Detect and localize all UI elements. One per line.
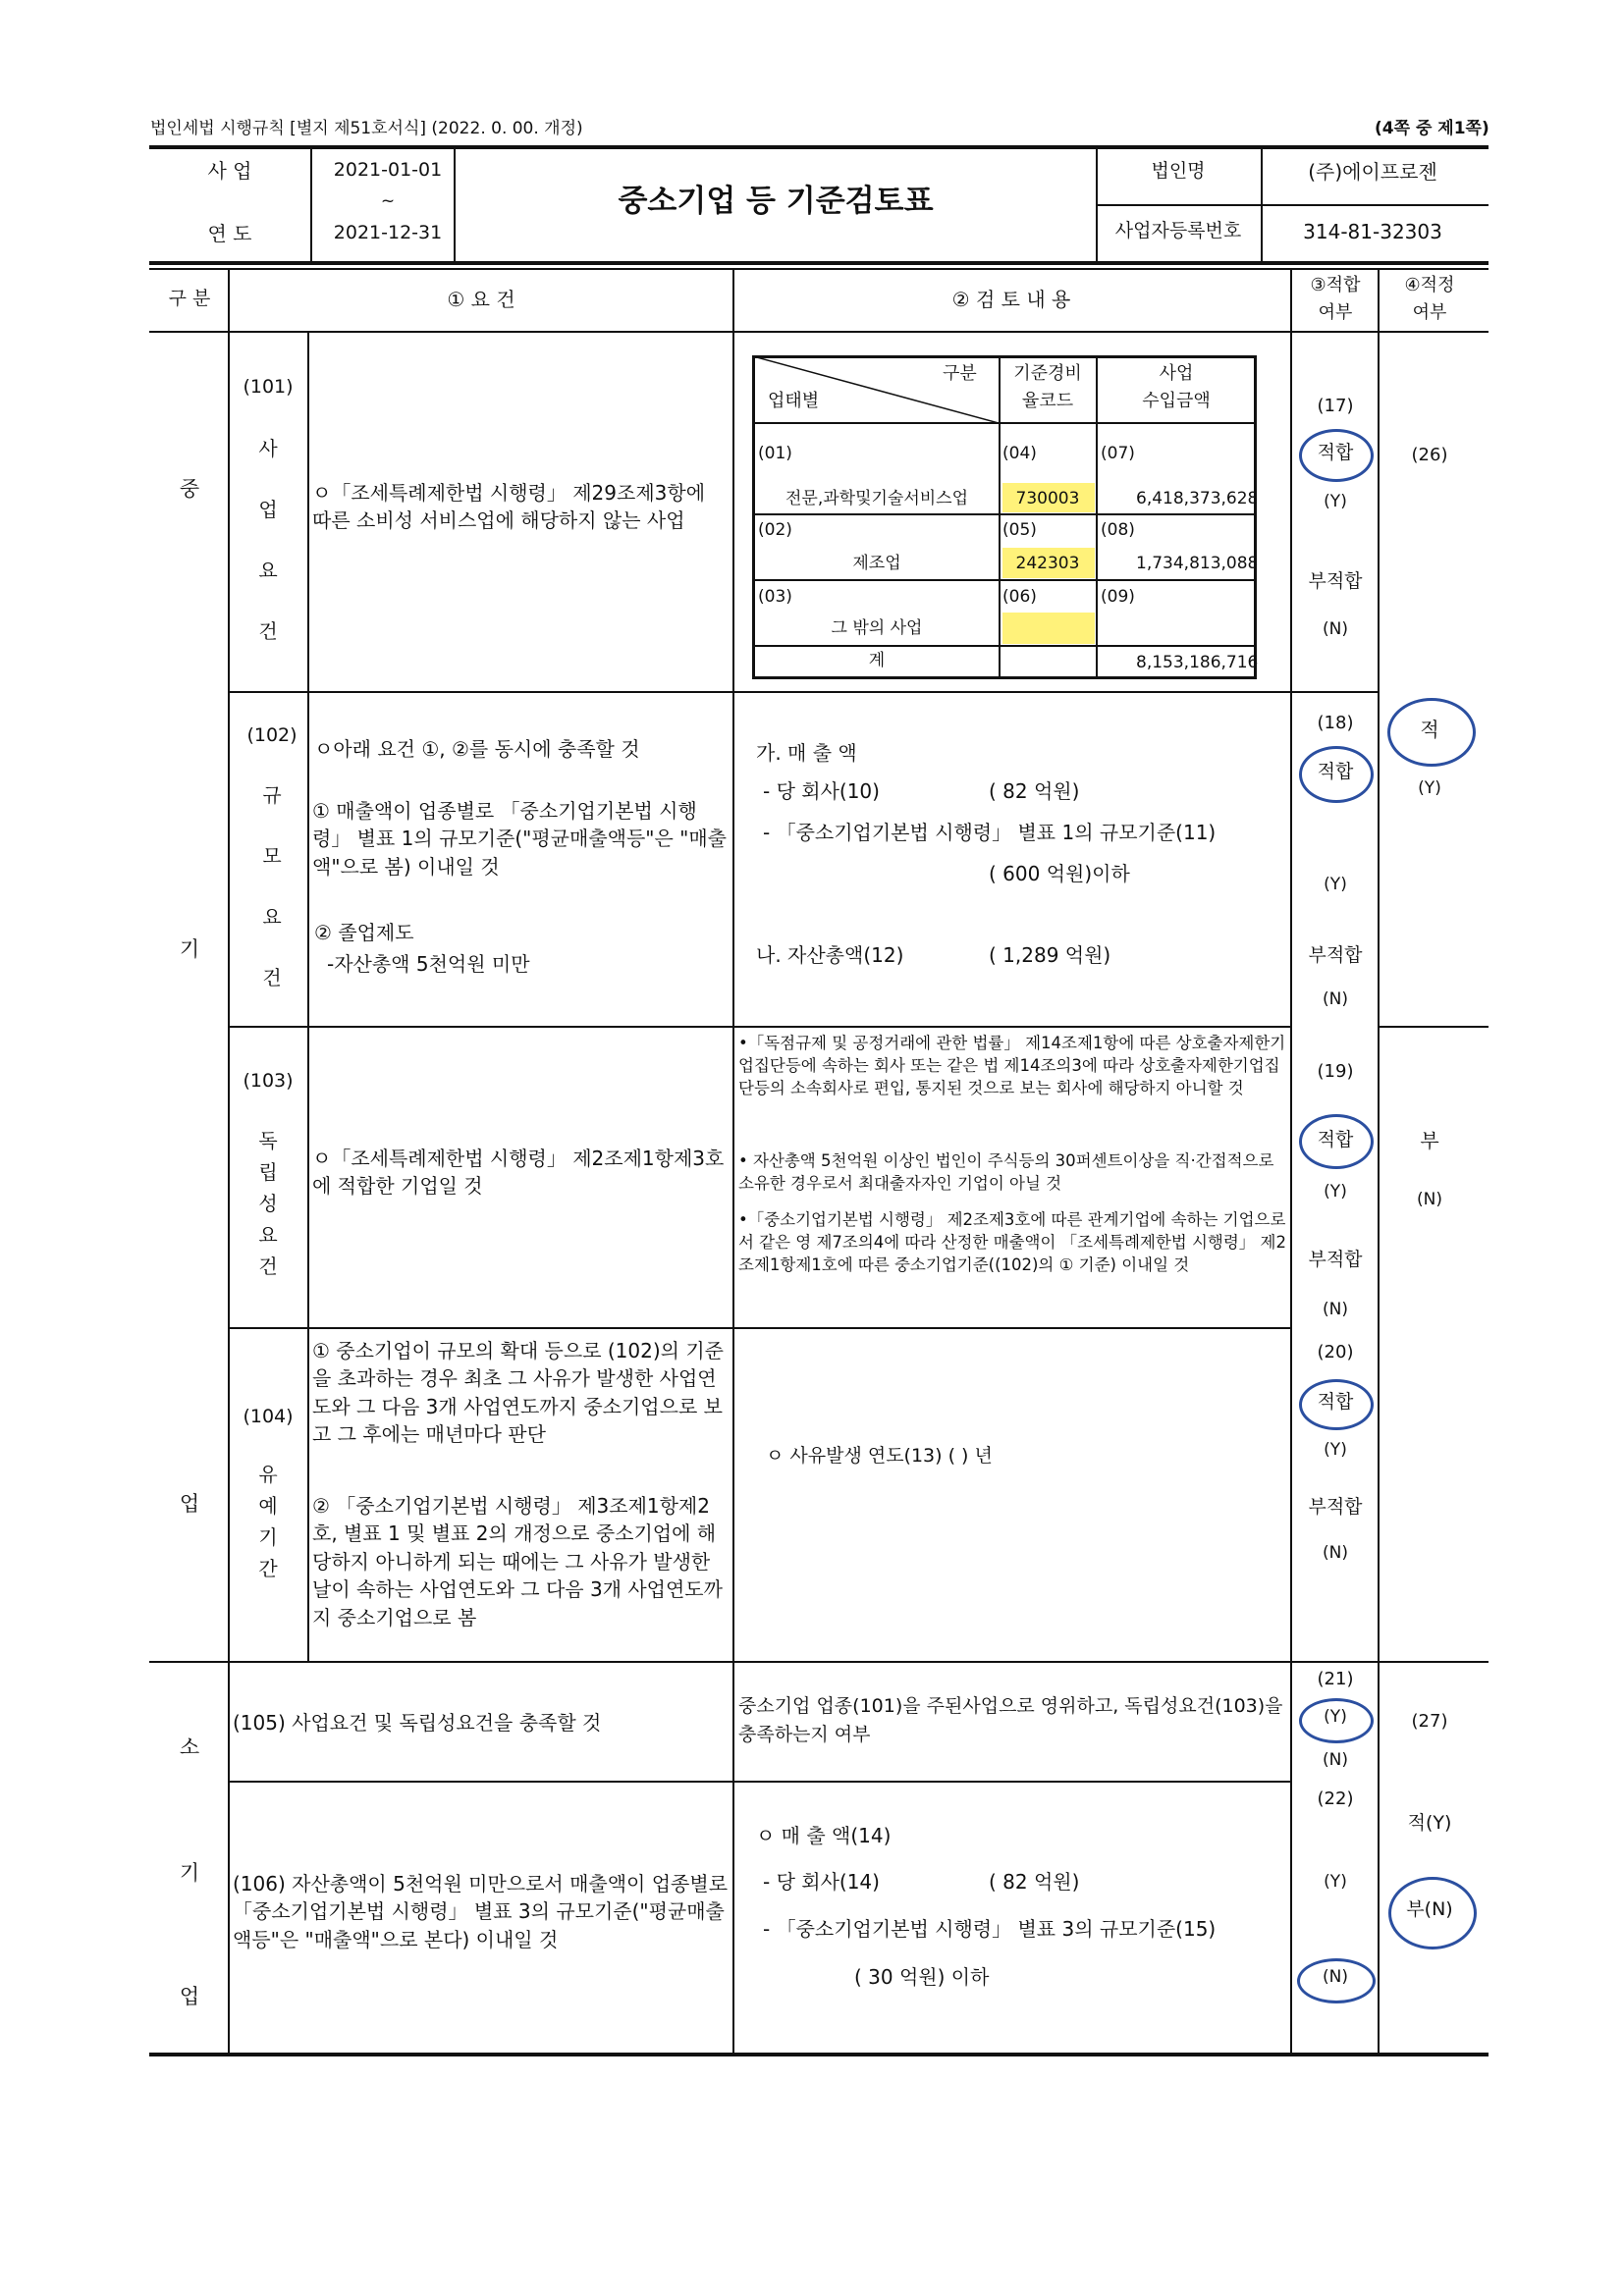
page-info: (4쪽 중 제1쪽)	[1375, 119, 1489, 138]
r103-code: (103)	[243, 1070, 294, 1092]
r106-rev-2-val: ( 82 억원)	[989, 1870, 1080, 1894]
r104-req-1: ① 중소기업이 규모의 확대 등으로 (102)의 기준을 초과하는 경우 최초 그 사유가 발생한 사업연도와 그 다음 3개 사업연도까지 중소기업으로 보고 그 후에는 매년마다 판단	[312, 1339, 724, 1447]
r103-rev-3: •「중소기업기본법 시행령」 제2조제3호에 따른 관계기업에 속하는 기업으로서 같은 영 제7조의4에 따라 산정한 매출액이 「조세특례제한법 시행령」 제2조제1항제1호에 따른 중소기업기준((102)의 ① 기준) 이내일 것	[738, 1210, 1286, 1275]
r102-rev-2: - 당 회사(10)	[763, 779, 880, 803]
r102-req-2: ① 매출액이 업종별로 「중소기업기본법 시행령」 별표 1의 규모기준("평균매출액등"은 "매출액"으로 봄) 이내일 것	[312, 799, 727, 879]
corp-name-label: 법인명	[1151, 160, 1206, 182]
biz-no: 314-81-32303	[1303, 220, 1442, 243]
r102-req-3: ② 졸업제도	[314, 921, 414, 944]
it-n-3: (03)	[758, 587, 792, 607]
r102-unfit-n: (N)	[1323, 989, 1348, 1009]
r102-rev-4-val: ( 1,289 억원)	[989, 943, 1111, 967]
side-label-2: 기	[179, 937, 200, 961]
it-name-2: 제조업	[852, 554, 901, 573]
r102-rev-2-val: ( 82 억원)	[989, 779, 1080, 803]
it-cn-1: (04)	[1002, 444, 1037, 463]
r103-unfit-n: (N)	[1323, 1300, 1348, 1319]
it-h-amt-a: 사업	[1159, 363, 1194, 384]
r102-unfit: 부적합	[1308, 944, 1363, 966]
r102-fit-code: (18)	[1317, 713, 1354, 733]
it-an-1: (07)	[1101, 444, 1135, 463]
it-amt-2: 1,734,813,088	[1136, 554, 1259, 573]
title-mid-rule	[1096, 204, 1489, 206]
it-v2	[1096, 355, 1098, 679]
r104-fit-y: (Y)	[1324, 1440, 1347, 1460]
period-start: 2021-01-01	[333, 159, 443, 181]
r105-fit-code: (21)	[1317, 1669, 1354, 1689]
r103-vlabel-1: 독	[258, 1129, 278, 1152]
r102-req-4: -자산총액 5천억원 미만	[327, 952, 530, 976]
r101-vlabel-3: 요	[258, 559, 278, 582]
h-101	[228, 691, 1379, 693]
r101-unfit-n: (N)	[1323, 619, 1348, 639]
r102-vlabel-4: 건	[262, 966, 282, 989]
title-bottom-rule	[149, 261, 1489, 265]
title-div-1	[310, 147, 312, 263]
title-bottom-rule-2	[149, 268, 1489, 270]
r102-rev-4: 나. 자산총액(12)	[756, 943, 904, 967]
it-v1	[999, 355, 1001, 679]
r101-vlabel-1: 사	[258, 437, 278, 460]
r104-vlabel-4: 간	[258, 1557, 278, 1580]
v-ok	[1378, 269, 1380, 2056]
r102-vlabel-2: 모	[262, 844, 282, 868]
header-bottom-rule	[149, 331, 1489, 333]
title-div-2	[454, 147, 456, 263]
r103-vlabel-3: 성	[258, 1192, 278, 1215]
r103-unfit: 부적합	[1308, 1249, 1363, 1270]
r104-vlabel-2: 예	[258, 1494, 278, 1518]
side-label-6: 업	[179, 1985, 200, 2008]
r102-rev-1: 가. 매 출 액	[756, 741, 857, 765]
r104-unfit-n: (N)	[1323, 1543, 1348, 1563]
r105-requirement: (105) 사업요건 및 독립성요건을 충족할 것	[233, 1711, 602, 1735]
r104-review: ㅇ 사유발생 연도(13) ( ) 년	[766, 1445, 993, 1467]
r101-fit: 적합	[1317, 442, 1354, 463]
r103-fit: 적합	[1317, 1129, 1354, 1150]
r104-fit: 적합	[1317, 1391, 1354, 1413]
r101-unfit: 부적합	[1308, 570, 1363, 592]
r104-fit-code: (20)	[1317, 1342, 1354, 1362]
r105-fit-y: (Y)	[1324, 1707, 1347, 1727]
col-review: ② 검 토 내 용	[951, 288, 1071, 311]
r103-requirement: ㅇ「조세특례제한법 시행령」 제2조제1항제3호에 적합한 기업일 것	[312, 1147, 725, 1199]
r106-rev-3: - 「중소기업기본법 시행령」 별표 3의 규모기준(15)	[763, 1917, 1217, 1941]
r103-rev-2: • 자산총액 5천억원 이상인 법인이 주식등의 30퍼센트이상을 직·간접적으로 소유한 경우로서 최대출자자인 기업이 아닐 것	[738, 1151, 1274, 1194]
corp-name: (주)에이프로젠	[1308, 160, 1437, 184]
v-req	[732, 269, 734, 2056]
it-name-1: 전문,과학및기술서비스업	[785, 489, 969, 508]
it-n-2: (02)	[758, 520, 792, 540]
r102-fit: 적합	[1317, 761, 1354, 782]
it-amt-1: 6,418,373,628	[1136, 489, 1259, 508]
r102-fit-y: (Y)	[1324, 875, 1347, 894]
r103-ok-n: (N)	[1417, 1190, 1442, 1209]
col-fit-a: ③적합	[1310, 275, 1361, 295]
it-h3	[752, 579, 1257, 581]
r104-code: (104)	[243, 1406, 294, 1427]
year-label-2: 연 도	[207, 222, 252, 245]
side-label-1: 중	[179, 477, 200, 501]
r106-fit-code: (22)	[1317, 1789, 1354, 1809]
it-n-1: (01)	[758, 444, 792, 463]
r103-vlabel-2: 립	[258, 1160, 278, 1184]
r102-ok: 적	[1420, 718, 1439, 741]
col-category: 구 분	[168, 288, 211, 309]
side-label-3: 업	[179, 1492, 200, 1516]
it-an-2: (08)	[1101, 520, 1135, 540]
r102-req-1: ㅇ아래 요건 ①, ②를 동시에 충족할 것	[314, 737, 640, 761]
v-fit	[1290, 269, 1292, 2056]
r106-rev-2: - 당 회사(14)	[763, 1870, 880, 1894]
r104-unfit: 부적합	[1308, 1496, 1363, 1518]
it-an-3: (09)	[1101, 587, 1135, 607]
bottom-rule	[149, 2053, 1489, 2056]
r106-fit-y: (Y)	[1324, 1872, 1347, 1892]
r101-fit-y: (Y)	[1324, 492, 1347, 511]
r103-vlabel-5: 건	[258, 1255, 278, 1278]
col-fit-b: 여부	[1318, 302, 1353, 323]
it-total-label: 계	[868, 651, 886, 670]
r101-code: (101)	[243, 376, 294, 398]
it-h-amt-b: 수입금액	[1142, 391, 1211, 411]
it-h1	[752, 422, 1257, 424]
period-end: 2021-12-31	[333, 222, 443, 243]
side-label-4: 소	[179, 1735, 200, 1759]
year-label-1: 사 업	[207, 159, 252, 183]
r102-rev-3: - 「중소기업기본법 시행령」 별표 1의 규모기준(11)	[763, 821, 1217, 844]
r106-rev-4: ( 30 억원) 이하	[854, 1965, 990, 1989]
r104-vlabel-3: 기	[258, 1525, 278, 1549]
col-ok-a: ④적정	[1404, 275, 1455, 295]
col-ok-b: 여부	[1412, 302, 1447, 323]
it-cn-3: (06)	[1002, 587, 1037, 607]
it-h-code-a: 기준경비	[1013, 363, 1082, 384]
h-102-ok	[1378, 1026, 1489, 1028]
r103-fit-y: (Y)	[1324, 1182, 1347, 1201]
biz-no-label: 사업자등록번호	[1114, 220, 1242, 241]
r102-vlabel-3: 요	[262, 905, 282, 929]
form-title: 법인세법 시행규칙 [별지 제51호서식] (2022. 0. 00. 개정)	[150, 119, 583, 138]
r103-fit-code: (19)	[1317, 1061, 1354, 1082]
it-h-industry: 업태별	[768, 391, 820, 411]
r105-ok-code: (27)	[1411, 1711, 1448, 1732]
r104-req-2: ② 「중소기업기본법 시행령」 제3조제1항제2호, 별표 1 및 별표 2의 개정으로 중소기업에 해당하지 아니하게 되는 때에는 그 사유가 발생한 날이 속하는 사업연도와 그 다음 3개 사업연도까지 중소기업으로 봄	[312, 1494, 723, 1629]
top-rule	[149, 145, 1489, 149]
it-h2	[752, 513, 1257, 515]
v-code	[307, 331, 309, 1661]
r106-unfit-n: (N)	[1323, 1967, 1348, 1987]
r102-ok-y: (Y)	[1418, 778, 1441, 798]
period-tilde: ~	[380, 191, 396, 211]
r106-rev-1: ㅇ 매 출 액(14)	[756, 1824, 892, 1847]
r102-vlabel-1: 규	[262, 783, 282, 807]
it-total: 8,153,186,716	[1136, 653, 1259, 672]
side-label-5: 기	[179, 1861, 200, 1885]
r102-rev-3-val: ( 600 억원)이하	[989, 862, 1130, 885]
r106-requirement: (106) 자산총액이 5천억원 미만으로서 매출액이 업종별로 「중소기업기본법 시행령」 별표 3의 규모기준("평균매출액등"은 "매출액"으로 본다) 이내일 것	[233, 1872, 729, 1951]
h-103	[228, 1327, 1290, 1329]
r105-unfit-n: (N)	[1323, 1750, 1348, 1770]
it-h4	[752, 645, 1257, 647]
it-code-hl-3	[1002, 613, 1095, 644]
r102-code: (102)	[246, 724, 298, 746]
r101-requirement: ㅇ「조세특례제한법 시행령」 제29조제3항에 따른 소비성 서비스업에 해당하지 않는 사업	[312, 481, 706, 533]
it-code-2: 242303	[1015, 554, 1080, 573]
h-102	[228, 1026, 1290, 1028]
it-name-3: 그 밖의 사업	[831, 618, 923, 638]
r101-vlabel-2: 업	[258, 498, 278, 521]
col-requirement: ① 요 건	[447, 288, 515, 311]
r101-ok-code: (26)	[1411, 445, 1448, 465]
h-105	[228, 1781, 1290, 1783]
r105-review: 중소기업 업종(101)을 주된사업으로 영위하고, 독립성요건(103)을 충족하는지 여부	[738, 1695, 1283, 1745]
it-cn-2: (05)	[1002, 520, 1037, 540]
it-h-gubun: 구분	[943, 363, 977, 384]
r103-ok: 부	[1420, 1129, 1439, 1152]
r101-vlabel-4: 건	[258, 619, 278, 643]
r106-ok-n: 부(N)	[1406, 1898, 1453, 1920]
r101-fit-code: (17)	[1317, 396, 1354, 416]
it-code-1: 730003	[1015, 489, 1080, 508]
r103-rev-1: •「독점규제 및 공정거래에 관한 법률」 제14조제1항에 따른 상호출자제한기업집단등에 속하는 회사 또는 같은 법 제14조의3에 따라 상호출자제한기업집단등의 소속회사로 편입, 통지된 것으로 보는 회사에 해당하지 아니할 것	[738, 1034, 1286, 1098]
r104-vlabel-1: 유	[258, 1463, 278, 1486]
h-mid-section	[149, 1661, 1489, 1663]
doc-title: 중소기업 등 기준검토표	[618, 184, 934, 219]
r106-ok: 적(Y)	[1407, 1812, 1452, 1834]
v-cat	[228, 269, 230, 2056]
r103-vlabel-4: 요	[258, 1223, 278, 1247]
it-h-code-b: 율코드	[1021, 391, 1074, 411]
